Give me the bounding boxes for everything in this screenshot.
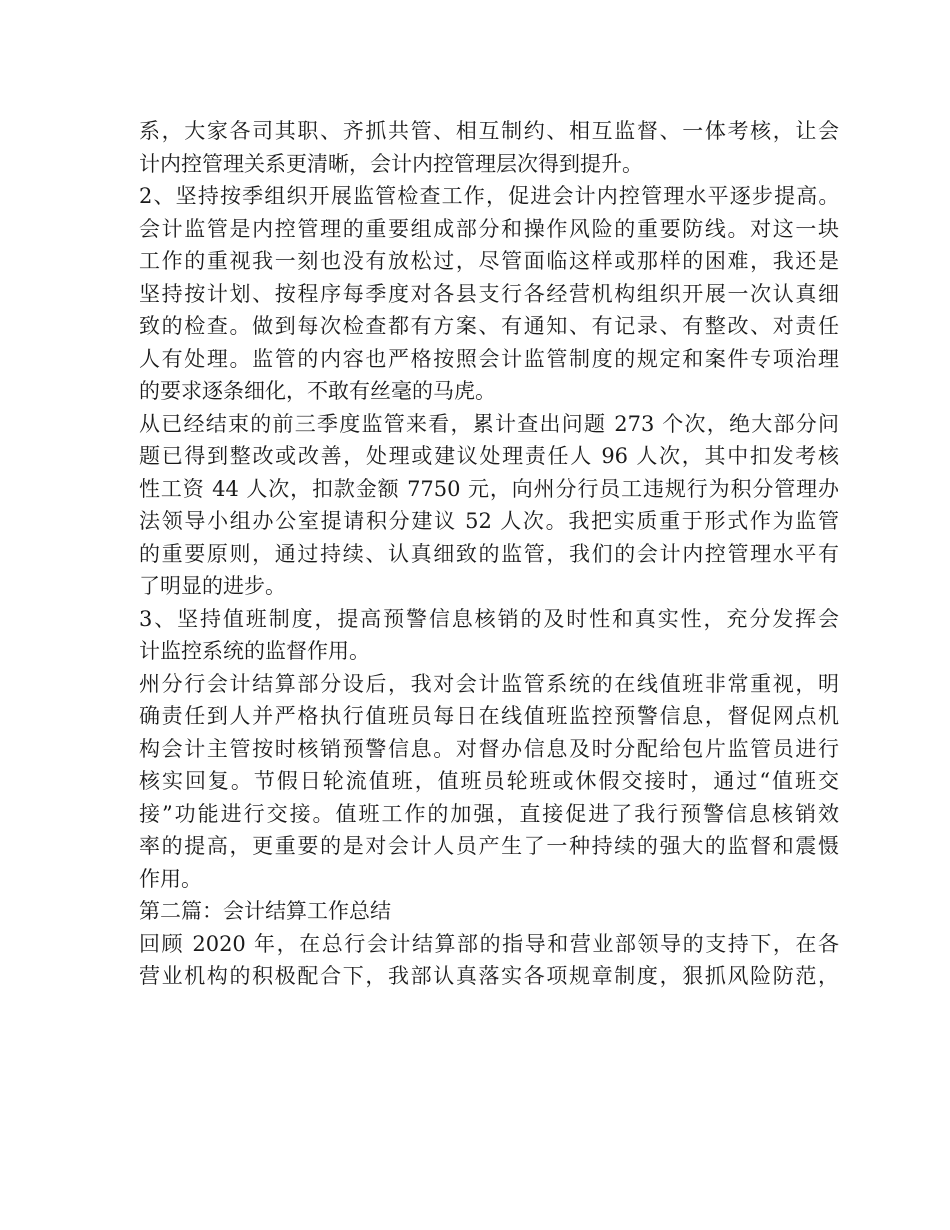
text-line: 回顾 2020 年，在总行会计结算部的指导和营业部领导的支持下，在各 (139, 931, 839, 956)
text-line: 系，大家各司其职、齐抓共管、相互制约、相互监督、一体考核，让会 (139, 119, 839, 143)
text-line: 坚持按计划、按程序每季度对各县支行各经营机构组织开展一次认真细 (139, 281, 839, 306)
text-line: 性工资 44 人次，扣款金额 7750 元，向州分行员工违规行为积分管理办 (139, 476, 839, 501)
text-line: 计内控管理关系更清晰，会计内控管理层次得到提升。 (139, 151, 643, 176)
text-line: 确责任到人并严格执行值班员每日在线值班监控预警信息，督促网点机 (139, 704, 839, 728)
text-line: 会计监管是内控管理的重要组成部分和操作风险的重要防线。对这一块 (139, 216, 839, 241)
document-body (139, 115, 839, 993)
text-line: 构会计主管按时核销预警信息。对督办信息及时分配给包片监管员进行 (139, 736, 839, 761)
text-line: 人有处理。监管的内容也严格按照会计监管制度的规定和案件专项治理 (139, 346, 839, 371)
text-line: 工作的重视我一刻也没有放松过，尽管面临这样或那样的困难，我还是 (139, 249, 839, 273)
text-line: 接”功能进行交接。值班工作的加强，直接促进了我行预警信息核销效 (139, 801, 839, 826)
text-line: 核实回复。节假日轮流值班，值班员轮班或休假交接时，通过“值班交 (139, 769, 839, 793)
chapter-title: 第二篇：会计结算工作总结 (139, 899, 391, 923)
text-line: 从已经结束的前三季度监管来看，累计查出问题 273 个次，绝大部分问 (139, 411, 839, 436)
section-heading: 计监控系统的监督作用。 (139, 639, 370, 663)
text-line: 率的提高，更重要的是对会计人员产生了一种持续的强大的监督和震慑 (139, 834, 839, 858)
text-line: 致的检查。做到每次检查都有方案、有通知、有记录、有整改、对责任 (139, 314, 839, 338)
section-heading: 3、坚持值班制度，提高预警信息核销的及时性和真实性，充分发挥会 (139, 606, 839, 631)
text-line: 的重要原则，通过持续、认真细致的监管，我们的会计内控管理水平有 (139, 541, 839, 566)
text-line: 了明显的进步。 (139, 574, 286, 598)
text-line: 法领导小组办公室提请积分建议 52 人次。我把实质重于形式作为监管 (139, 509, 839, 533)
text-line: 州分行会计结算部分设后，我对会计监管系统的在线值班非常重视，明 (139, 671, 839, 696)
section-heading: 2、坚持按季组织开展监管检查工作，促进会计内控管理水平逐步提高。 (139, 184, 839, 208)
text-line: 题已得到整改或改善，处理或建议处理责任人 96 人次，其中扣发考核 (139, 444, 839, 468)
text-line: 的要求逐条细化，不敢有丝毫的马虎。 (139, 379, 496, 403)
text-line: 作用。 (139, 866, 202, 891)
text-line: 营业机构的积极配合下，我部认真落实各项规章制度，狠抓风险防范， (139, 964, 839, 988)
